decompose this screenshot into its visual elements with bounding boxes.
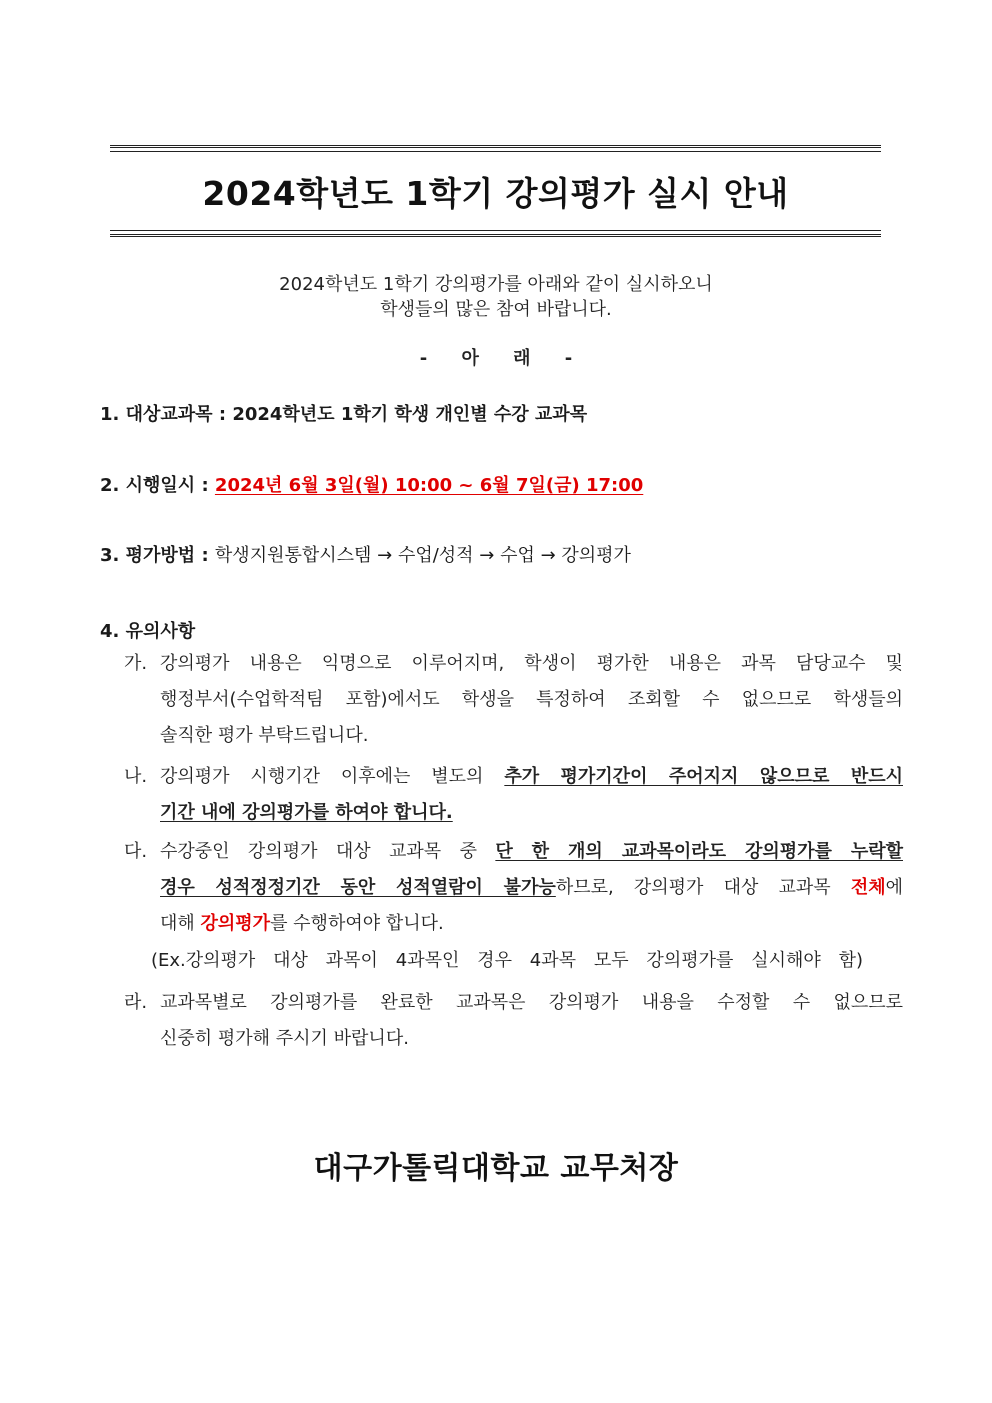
- intro-line-2: 학생들의 많은 참여 바랍니다.: [380, 299, 612, 320]
- title-box: [110, 145, 881, 237]
- note-line: 행정부서(수업학적팀 포함)에서도 학생을 특정하여 조회할 수 없으므로 학생들의: [160, 689, 903, 710]
- note-mark: 가.: [124, 653, 148, 674]
- period-value: 2024년 6월 3일(월) 10:00 ~ 6월 7일(금) 17:00: [214, 475, 644, 496]
- note-emphasis: 기간 내에 강의평가를 하여야 합니다.: [160, 802, 453, 823]
- item-notes: [100, 617, 900, 643]
- note-b: [124, 759, 903, 831]
- note-d: [124, 985, 903, 1057]
- note-mark: 다.: [124, 841, 148, 862]
- item-method: [100, 541, 900, 567]
- item-value: 학생지원통합시스템 → 수업/성적 → 수업 → 강의평가: [214, 545, 631, 566]
- page-title: 2024학년도 1학기 강의평가 실시 안내: [202, 174, 789, 213]
- intro-line-1: 2024학년도 1학기 강의평가를 아래와 같이 실시하오니: [279, 274, 713, 295]
- note-example: (Ex.강의평가 대상 과목이 4과목인 경우 4과목 모두 강의평가를 실시해야 함): [151, 950, 863, 971]
- note-line: 강의평가 내용은 익명으로 이루어지며, 학생이 평가한 내용은 과목 담당교수 및: [160, 653, 903, 674]
- item-label: 2. 시행일시 :: [100, 475, 215, 496]
- note-text: 대해: [160, 913, 201, 934]
- note-c: [124, 834, 903, 942]
- note-mark: 라.: [124, 992, 148, 1013]
- section-heading: - 아 래 -: [419, 348, 573, 369]
- note-line: [160, 795, 903, 831]
- note-red-emphasis: 전체: [850, 877, 886, 898]
- note-text: 강의평가 시행기간 이후에는 별도의: [160, 766, 505, 787]
- item-target-courses: [100, 400, 900, 426]
- note-line: 솔직한 평가 부탁드립니다.: [160, 725, 369, 746]
- note-a: [124, 646, 903, 754]
- note-mark: 나.: [124, 766, 148, 787]
- note-line: 신중히 평가해 주시기 바랍니다.: [160, 1028, 409, 1049]
- note-emphasis: 추가 평가기간이 주어지지 않으므로 반드시: [504, 766, 903, 787]
- note-line: [160, 759, 903, 795]
- item-value: 2024학년도 1학기 학생 개인별 수강 교과목: [232, 404, 588, 425]
- note-line: [160, 870, 903, 906]
- item-period: [100, 471, 900, 497]
- note-line: 교과목별로 강의평가를 완료한 교과목은 강의평가 내용을 수정할 수 없으므로: [160, 992, 903, 1013]
- note-emphasis: 단 한 개의 교과목이라도 강의평가를 누락할: [495, 841, 903, 862]
- note-text: 하므로, 강의평가 대상 교과목: [555, 877, 851, 898]
- note-emphasis: 경우 성적정정기간 동안 성적열람이 불가능: [160, 877, 556, 898]
- signature: 대구가톨릭대학교 교무처장: [313, 1151, 679, 1186]
- note-text: 수강중인 강의평가 대상 교과목 중: [160, 841, 496, 862]
- note-line: [160, 834, 903, 870]
- note-text: 에: [885, 877, 903, 898]
- item-label: 1. 대상교과목 :: [100, 404, 233, 425]
- item-label: 4. 유의사항: [100, 621, 196, 642]
- note-red-emphasis: 강의평가: [200, 913, 271, 934]
- note-text: 를 수행하여야 합니다.: [270, 913, 444, 934]
- item-label: 3. 평가방법 :: [100, 545, 215, 566]
- note-line: [160, 906, 903, 942]
